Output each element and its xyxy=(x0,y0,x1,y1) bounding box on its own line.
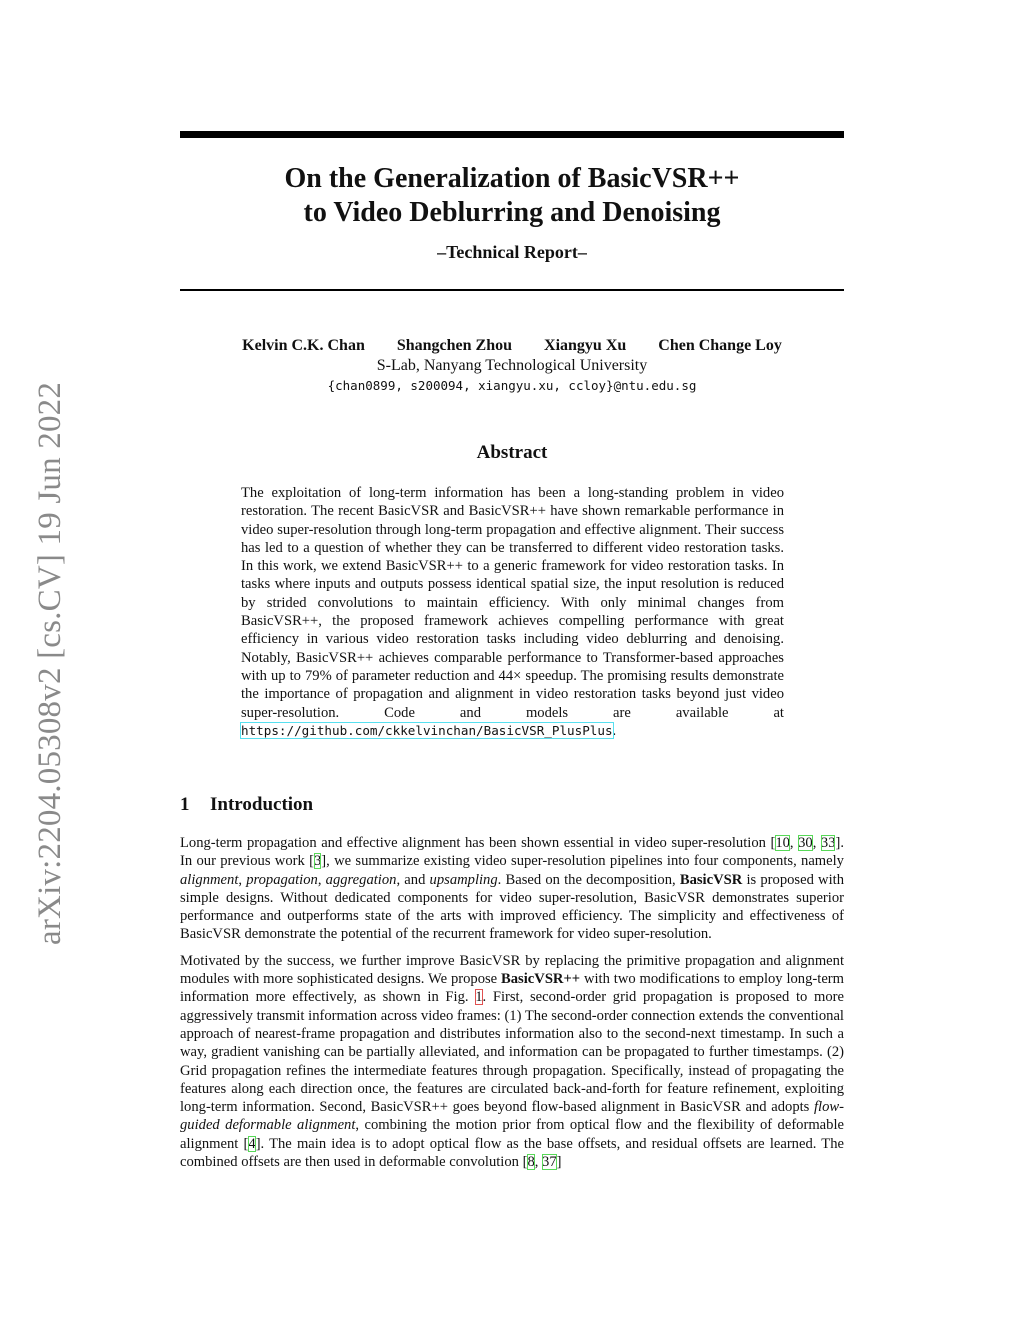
text-run: ]. In our previous work [ xyxy=(180,835,844,870)
abstract-text: The exploitation of long-term information has been a long-standing problem in video restoration. The recent BasicVSR and BasicVSR++ have shown remarkable performance in video super-resolution through long-term propagation and effective alignment. Their success has led to a question of whether they can be transferred to different video restoration tasks. In this work, we extend BasicVSR++ to a generic framework for video restoration tasks. In tasks where inputs and outputs possess identical spatial size, the input resolution is reduced by strided convolutions to maintain efficiency. With only minimal changes from BasicVSR++, the proposed framework achieves compelling performance with great efficiency in various video restoration tasks including video deblurring and denoising. Notably, BasicVSR++ achieves comparable performance to Transformer-based approaches with up to 79% of parameter reduction and 44× speedup. The promising results demonstrate the importance of propagation and alignment in video restoration tasks beyond just video super-resolution. Code and models are available at xyxy=(241,485,784,721)
author-name: Kelvin C.K. Chan xyxy=(242,337,365,354)
citation-link[interactable]: 4 xyxy=(248,1135,256,1152)
paragraph: Long-term propagation and effective alignment has been shown essential in video super-resolution [10, 30, 33]. In our previous work [3], we summarize existing video super-resolution pipelines into four components, namely alignment, propagation, aggregation, and upsampling. Based on the decomposition, BasicVSR is proposed with simple designs. Without dedicated components for video super-resolution, BasicVSR demonstrates superior performance and outperforms state of the arts with improved efficiency. The simplicity and effectiveness of BasicVSR demonstrate the potential of the recurrent framework for video super-resolution. xyxy=(180,835,844,943)
emphasis: aggregation xyxy=(325,871,397,888)
text-run: ], we summarize existing video super-resolution pipelines into four components, namely xyxy=(321,853,844,870)
text-run: . Based on the decomposition, xyxy=(497,871,680,888)
section-title: Introduction xyxy=(210,794,314,815)
text-run: , combining the motion prior from optical flow and the flexibility of deformable alignment [ xyxy=(180,1117,844,1152)
title-line-2: to Video Deblurring and Denoising xyxy=(303,197,721,228)
abstract-heading: Abstract xyxy=(476,442,548,463)
text-run: ]. The main idea is to adopt optical flow as the base offsets, and residual offsets are learned. The combined offsets are then used in deformable convolution [ xyxy=(180,1135,844,1171)
bold-term: BasicVSR xyxy=(679,871,743,888)
author-name: Shangchen Zhou xyxy=(396,337,513,354)
code-url-link[interactable]: https://github.com/ckkelvinchan/BasicVSR_PlusPlus xyxy=(241,722,613,738)
paper-subtitle: –Technical Report– xyxy=(437,242,587,262)
title-top-rule xyxy=(180,131,844,138)
figure-ref-link[interactable]: 1 xyxy=(475,989,483,1006)
citation-link[interactable]: 8 xyxy=(527,1154,535,1171)
paper-title xyxy=(180,162,844,230)
author-emails: {chan0899, s200094, xiangyu.xu, ccloy}@ntu.edu.sg xyxy=(327,378,697,393)
citation-link[interactable]: 3 xyxy=(313,853,322,870)
text-run: ] xyxy=(556,1154,562,1171)
citation-link[interactable]: 33 xyxy=(820,835,836,851)
section-heading-introduction xyxy=(180,794,844,816)
text-run: is proposed with simple designs. Without dedicated components for video super-resolution, BasicVSR demonstrates superior performance and outperforms state of the arts with improved efficiency. The simplicity and effectiveness of BasicVSR demonstrate the potential of the recurrent framework for video super-resolution. xyxy=(180,871,844,943)
emphasis: upsampling xyxy=(429,871,498,888)
bold-term: BasicVSR++ xyxy=(501,971,581,988)
abstract-end: . xyxy=(612,722,617,739)
citation-link[interactable]: 37 xyxy=(542,1154,557,1171)
emphasis: propagation xyxy=(246,871,318,888)
abstract-body xyxy=(241,484,784,740)
title-line-1: On the Generalization of BasicVSR++ xyxy=(284,163,740,194)
author-name: Xiangyu Xu xyxy=(544,337,627,354)
text-run: . First, second-order grid propagation is proposed to more aggressively transmit information across video frames: (1) The second-order connection extends the conventional approach of nearest-frame propagation and distributes information also to the second-next timestamp. In such a way, gradient vanishing can be partially alleviated, and information can be propagated to further timestamps. (2) Grid propagation refines the intermediate features through propagation. Specifically, instead of propagating the features along each direction once, the features are circulated back-and-forth for feature refinement, exploiting long-term information. Second, BasicVSR++ goes beyond flow-based alignment in BasicVSR and adopts xyxy=(180,989,844,1116)
emphasis: alignment xyxy=(180,871,239,888)
author-list xyxy=(180,337,844,355)
arxiv-identifier-stamp: arXiv:2204.05308v2 [cs.CV] 19 Jun 2022 xyxy=(32,381,68,945)
section-number: 1 xyxy=(180,794,190,815)
text-run: Long-term propagation and effective alignment has been shown essential in video super-resolution [ xyxy=(180,835,776,851)
text-run: Motivated by the success, we further improve BasicVSR by replacing the primitive propagation and alignment modules with more sophisticated designs. We propose xyxy=(180,952,844,988)
citation-link[interactable]: 10 xyxy=(775,835,790,851)
text-run: , and xyxy=(396,871,430,888)
title-bottom-rule xyxy=(180,289,844,291)
text-run: with two modifications to employ long-term information more effectively, as shown in Fig. xyxy=(180,971,845,1006)
author-name: Chen Change Loy xyxy=(658,337,782,354)
emphasis: flow-guided deformable alignment xyxy=(180,1099,844,1134)
paragraph: Motivated by the success, we further improve BasicVSR by replacing the primitive propagation and alignment modules with more sophisticated designs. We propose BasicVSR++ with two modifications to employ long-term information more effectively, as shown in Fig. 1. First, second-order grid propagation is proposed to more aggressively transmit information across video frames: (1) The second-order connection extends the conventional approach of nearest-frame propagation and distributes information also to the second-next timestamp. In such a way, gradient vanishing can be partially alleviated, and information can be propagated to further timestamps. (2) Grid propagation refines the intermediate features through propagation. Specifically, instead of propagating the features along each direction once, the features are circulated back-and-forth for feature refinement, exploiting long-term information. Second, BasicVSR++ goes beyond flow-based alignment in BasicVSR and adopts flow-guided deformable alignment, combining the motion prior from optical flow and the flexibility of deformable alignment [4]. The main idea is to adopt optical flow as the base offsets, and residual offsets are learned. The combined offsets are then used in deformable convolution [8, 37] xyxy=(180,952,845,1171)
citation-link[interactable]: 30 xyxy=(798,835,813,851)
affiliation: S-Lab, Nanyang Technological University xyxy=(376,357,648,374)
introduction-body xyxy=(180,834,844,1179)
